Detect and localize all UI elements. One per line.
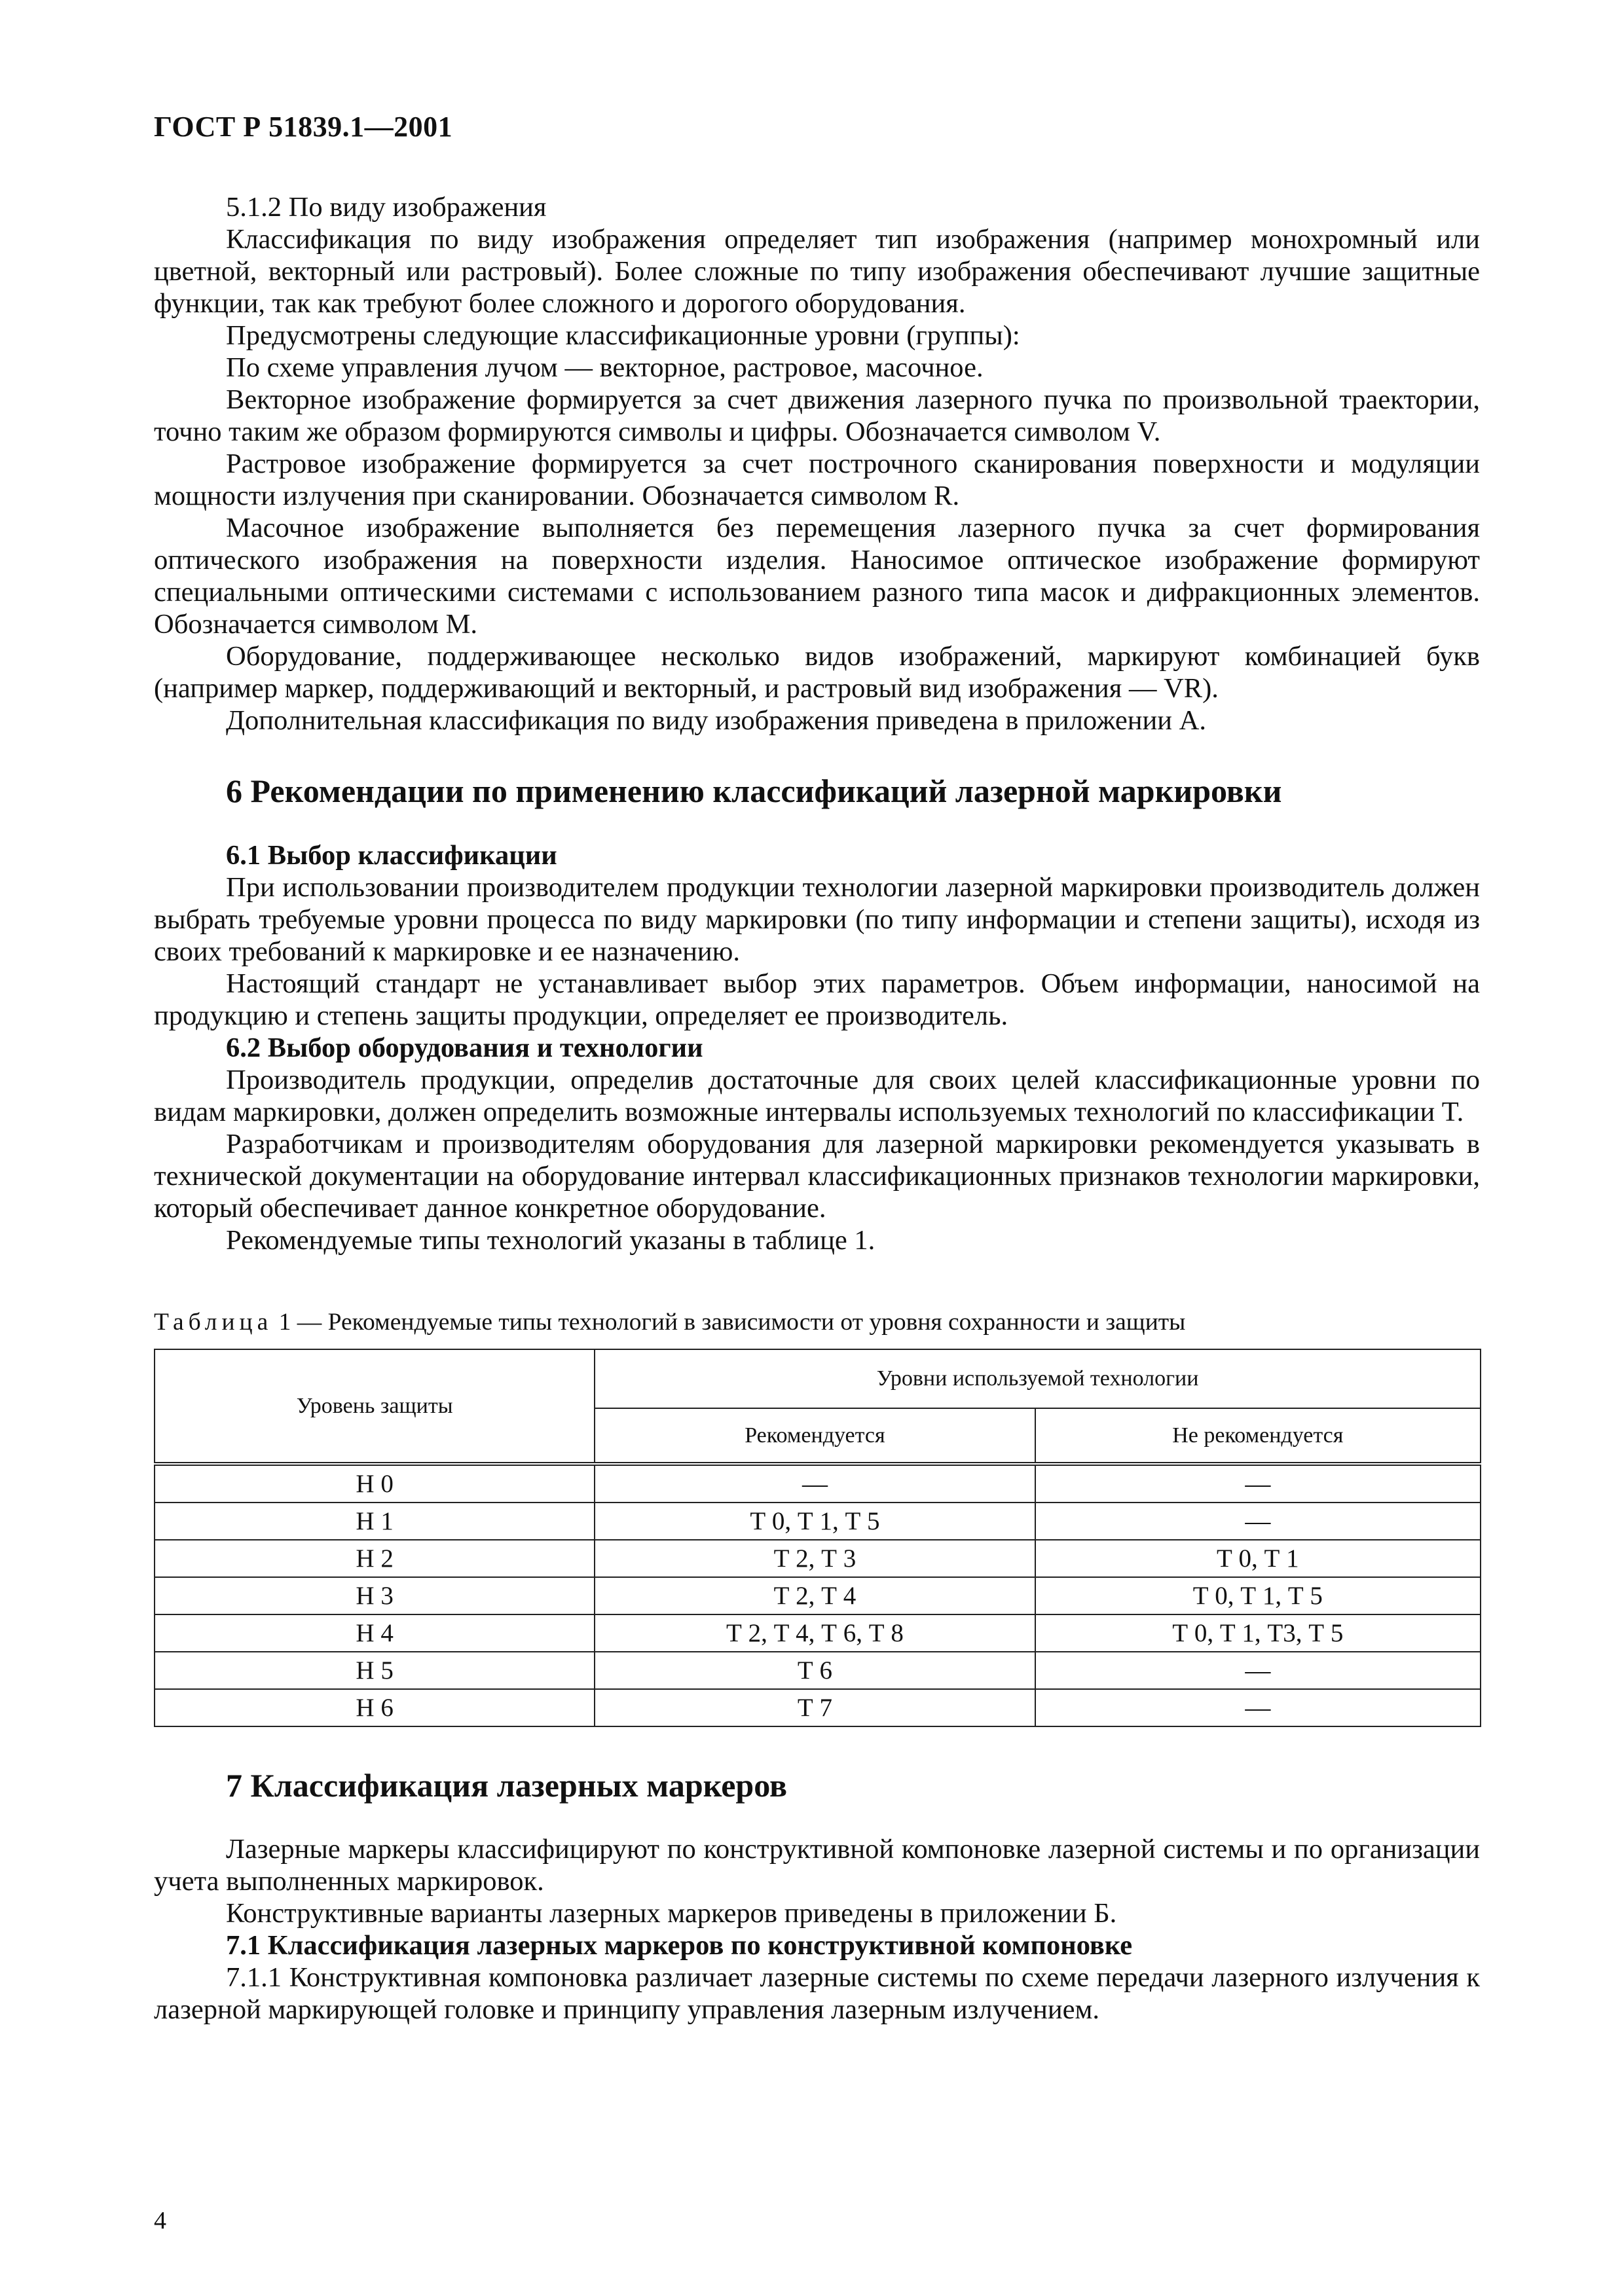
document-header: ГОСТ Р 51839.1—2001 <box>154 111 453 143</box>
column-header-level: Уровень защиты <box>155 1349 595 1464</box>
subsection-7-1-heading: 7.1 Классификация лазерных маркеров по конструктивной компоновке <box>226 1930 1133 1961</box>
section-7 <box>154 1833 1480 2026</box>
paragraph: Рекомендуемые типы технологий указаны в таблице 1. <box>226 1225 876 1256</box>
paragraph: Масочное изображение выполняется без перемещения лазерного пучка за счет формирования оптического изображения на поверхности изделия. Наносимое оптическое изображение формируют специальными оптическими системами с использованием разного типа масок и дифракционных элементов. Обозначается символом M. <box>154 513 1480 640</box>
paragraph: При использовании производителем продукции технологии лазерной маркировки производитель должен выбрать требуемые уровни процесса по виду маркировки (по типу информации и степени защиты), исходя из своих требований к маркировке и ее назначению. <box>154 872 1480 967</box>
paragraph: Производитель продукции, определив достаточные для своих целей классификационные уровни по видам маркировки, должен определить возможные интервалы используемых технологий по классификации T. <box>154 1065 1480 1127</box>
subsection-heading: 5.1.2 По виду изображения <box>226 192 547 223</box>
paragraph: Векторное изображение формируется за счет движения лазерного пучка по произвольной траектории, точно таким же образом формируются символы и цифры. Обозначается символом V. <box>154 384 1480 447</box>
table-row: Н 5 Т 6 — <box>155 1652 1481 1689</box>
table-caption: Таблица 1 — Рекомендуемые типы технологий в зависимости от уровня сохранности и защиты <box>154 1309 1186 1336</box>
column-header-recommended: Рекомендуется <box>595 1408 1035 1464</box>
table-row: Н 4 Т 2, Т 4, Т 6, Т 8 Т 0, Т 1, Т3, Т 5 <box>155 1614 1481 1652</box>
column-header-tech: Уровни используемой технологии <box>595 1349 1481 1408</box>
paragraph: Растровое изображение формируется за счет построчного сканирования поверхности и модуляции мощности излучения при сканировании. Обозначается символом R. <box>154 448 1480 511</box>
column-header-not-recommended: Не рекомендуется <box>1035 1408 1481 1464</box>
section-5-1-2 <box>154 191 1480 737</box>
section-7-title: 7 Классификация лазерных маркеров <box>226 1767 787 1804</box>
paragraph: 7.1.1 Конструктивная компоновка различает лазерные системы по схеме передачи лазерного излучения к лазерной маркирующей головке и принципу управления лазерным излучением. <box>154 1962 1480 2025</box>
paragraph: Классификация по виду изображения определяет тип изображения (например монохромный или цветной, векторный или растровый). Более сложные по типу изображения обеспечивают лучшие защитные функции, так как требуют более сложного и дорогого оборудования. <box>154 224 1480 319</box>
paragraph: Конструктивные варианты лазерных маркеров приведены в приложении Б. <box>226 1898 1117 1929</box>
paragraph: Предусмотрены следующие классификационные уровни (группы): <box>226 320 1020 351</box>
page-number: 4 <box>154 2207 166 2234</box>
table-row: Н 1 Т 0, Т 1, Т 5 — <box>155 1503 1481 1540</box>
table-row: Н 3 Т 2, Т 4 Т 0, Т 1, Т 5 <box>155 1577 1481 1614</box>
table-row: Н 6 Т 7 — <box>155 1689 1481 1726</box>
paragraph: По схеме управления лучом — векторное, растровое, масочное. <box>226 352 984 383</box>
subsection-6-2-heading: 6.2 Выбор оборудования и технологии <box>226 1032 703 1063</box>
paragraph: Оборудование, поддерживающее несколько видов изображений, маркируют комбинацией букв (например маркер, поддерживающий и векторный, и растровый вид изображения — VR). <box>154 641 1480 704</box>
section-6 <box>154 839 1480 1256</box>
section-6-title: 6 Рекомендации по применению классификаций лазерной маркировки <box>226 773 1282 809</box>
paragraph: Настоящий стандарт не устанавливает выбор этих параметров. Объем информации, наносимой на продукцию и степень защиты продукции, определяет ее производитель. <box>154 968 1480 1031</box>
subsection-6-1-heading: 6.1 Выбор классификации <box>226 840 557 871</box>
paragraph: Дополнительная классификация по виду изображения приведена в приложении А. <box>226 705 1206 736</box>
table-row: Н 2 Т 2, Т 3 Т 0, Т 1 <box>155 1540 1481 1577</box>
paragraph: Лазерные маркеры классифицируют по конструктивной компоновке лазерной системы и по организации учета выполненных маркировок. <box>154 1834 1480 1897</box>
table-1 <box>154 1349 1481 1727</box>
table-row: Н 0 — — <box>155 1464 1481 1503</box>
paragraph: Разработчикам и производителям оборудования для лазерной маркировки рекомендуется указывать в технической документации на оборудование интервал классификационных признаков технологии маркировки, который обеспечивает данное конкретное оборудование. <box>154 1129 1480 1224</box>
